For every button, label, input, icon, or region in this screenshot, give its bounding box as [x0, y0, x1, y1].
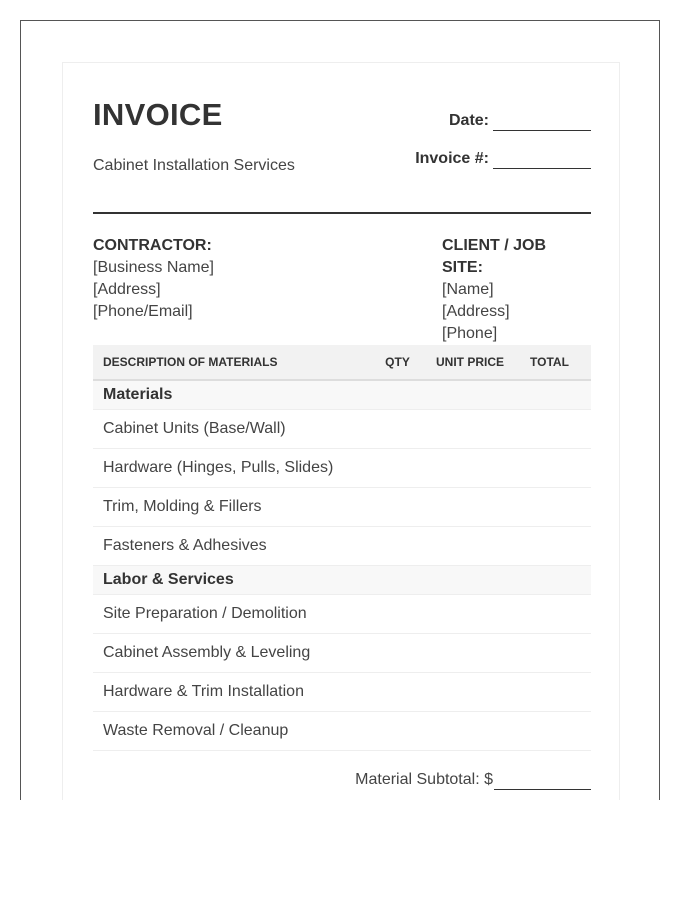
line-items-table: [93, 345, 591, 751]
section-row-materials: [93, 380, 591, 410]
item-description: Fasteners & Adhesives: [93, 527, 363, 566]
contractor-phone-email: [Phone/Email]: [93, 303, 193, 320]
item-total-cell[interactable]: [508, 449, 591, 488]
item-unit-price-cell[interactable]: [432, 527, 508, 566]
item-unit-price-cell[interactable]: [432, 712, 508, 751]
date-label: Date:: [448, 112, 489, 129]
item-qty-cell[interactable]: [363, 527, 432, 566]
date-blank-line[interactable]: [493, 115, 591, 131]
table-row: [93, 673, 591, 712]
item-description: Hardware & Trim Installation: [93, 673, 363, 712]
client-block: [442, 235, 591, 345]
header-divider: [93, 212, 591, 214]
client-address: [Address]: [442, 303, 510, 320]
section-label: Labor & Services: [93, 566, 591, 595]
table-row: [93, 449, 591, 488]
client-name: [Name]: [442, 281, 494, 298]
item-qty-cell[interactable]: [363, 595, 432, 634]
item-qty-cell[interactable]: [363, 634, 432, 673]
item-qty-cell[interactable]: [363, 410, 432, 449]
table-row: [93, 595, 591, 634]
item-unit-price-cell[interactable]: [432, 595, 508, 634]
item-total-cell[interactable]: [508, 410, 591, 449]
column-header-qty: QTY: [363, 345, 432, 380]
invoice-number-field[interactable]: [415, 149, 591, 169]
contractor-block: [93, 235, 214, 323]
table-row: [93, 634, 591, 673]
item-unit-price-cell[interactable]: [432, 449, 508, 488]
item-total-cell[interactable]: [508, 527, 591, 566]
invoice-subtitle: Cabinet Installation Services: [93, 157, 295, 174]
item-qty-cell[interactable]: [363, 673, 432, 712]
section-label: Materials: [93, 380, 591, 410]
material-subtotal-label: Material Subtotal: $: [355, 771, 493, 788]
table-row: [93, 712, 591, 751]
material-subtotal-field[interactable]: [355, 770, 591, 790]
item-total-cell[interactable]: [508, 634, 591, 673]
column-header-total: TOTAL: [508, 345, 591, 380]
item-total-cell[interactable]: [508, 488, 591, 527]
item-description: Site Preparation / Demolition: [93, 595, 363, 634]
document-viewport: [20, 20, 660, 800]
contractor-heading: CONTRACTOR:: [93, 237, 212, 254]
item-unit-price-cell[interactable]: [432, 673, 508, 712]
material-subtotal-blank-line[interactable]: [494, 774, 591, 790]
invoice-title: INVOICE: [93, 97, 223, 132]
item-qty-cell[interactable]: [363, 449, 432, 488]
table-row: [93, 488, 591, 527]
item-qty-cell[interactable]: [363, 488, 432, 527]
table-header-row: [93, 345, 591, 380]
table-row: [93, 527, 591, 566]
contractor-address: [Address]: [93, 281, 161, 298]
item-total-cell[interactable]: [508, 595, 591, 634]
contractor-business-name: [Business Name]: [93, 259, 214, 276]
invoice-number-label: Invoice #:: [415, 150, 489, 167]
section-row-labor-services: [93, 566, 591, 595]
item-qty-cell[interactable]: [363, 712, 432, 751]
table-row: [93, 410, 591, 449]
item-description: Trim, Molding & Fillers: [93, 488, 363, 527]
item-total-cell[interactable]: [508, 712, 591, 751]
item-description: Hardware (Hinges, Pulls, Slides): [93, 449, 363, 488]
column-header-unit-price: UNIT PRICE: [432, 345, 508, 380]
item-description: Waste Removal / Cleanup: [93, 712, 363, 751]
client-phone: [Phone]: [442, 325, 498, 342]
item-total-cell[interactable]: [508, 673, 591, 712]
invoice-page: [62, 62, 620, 800]
invoice-number-blank-line[interactable]: [493, 153, 591, 169]
column-header-description: DESCRIPTION OF MATERIALS: [93, 345, 363, 380]
item-description: Cabinet Units (Base/Wall): [93, 410, 363, 449]
item-description: Cabinet Assembly & Leveling: [93, 634, 363, 673]
item-unit-price-cell[interactable]: [432, 488, 508, 527]
item-unit-price-cell[interactable]: [432, 634, 508, 673]
item-unit-price-cell[interactable]: [432, 410, 508, 449]
date-field[interactable]: [449, 111, 591, 131]
client-heading: CLIENT / JOB SITE:: [442, 237, 547, 276]
